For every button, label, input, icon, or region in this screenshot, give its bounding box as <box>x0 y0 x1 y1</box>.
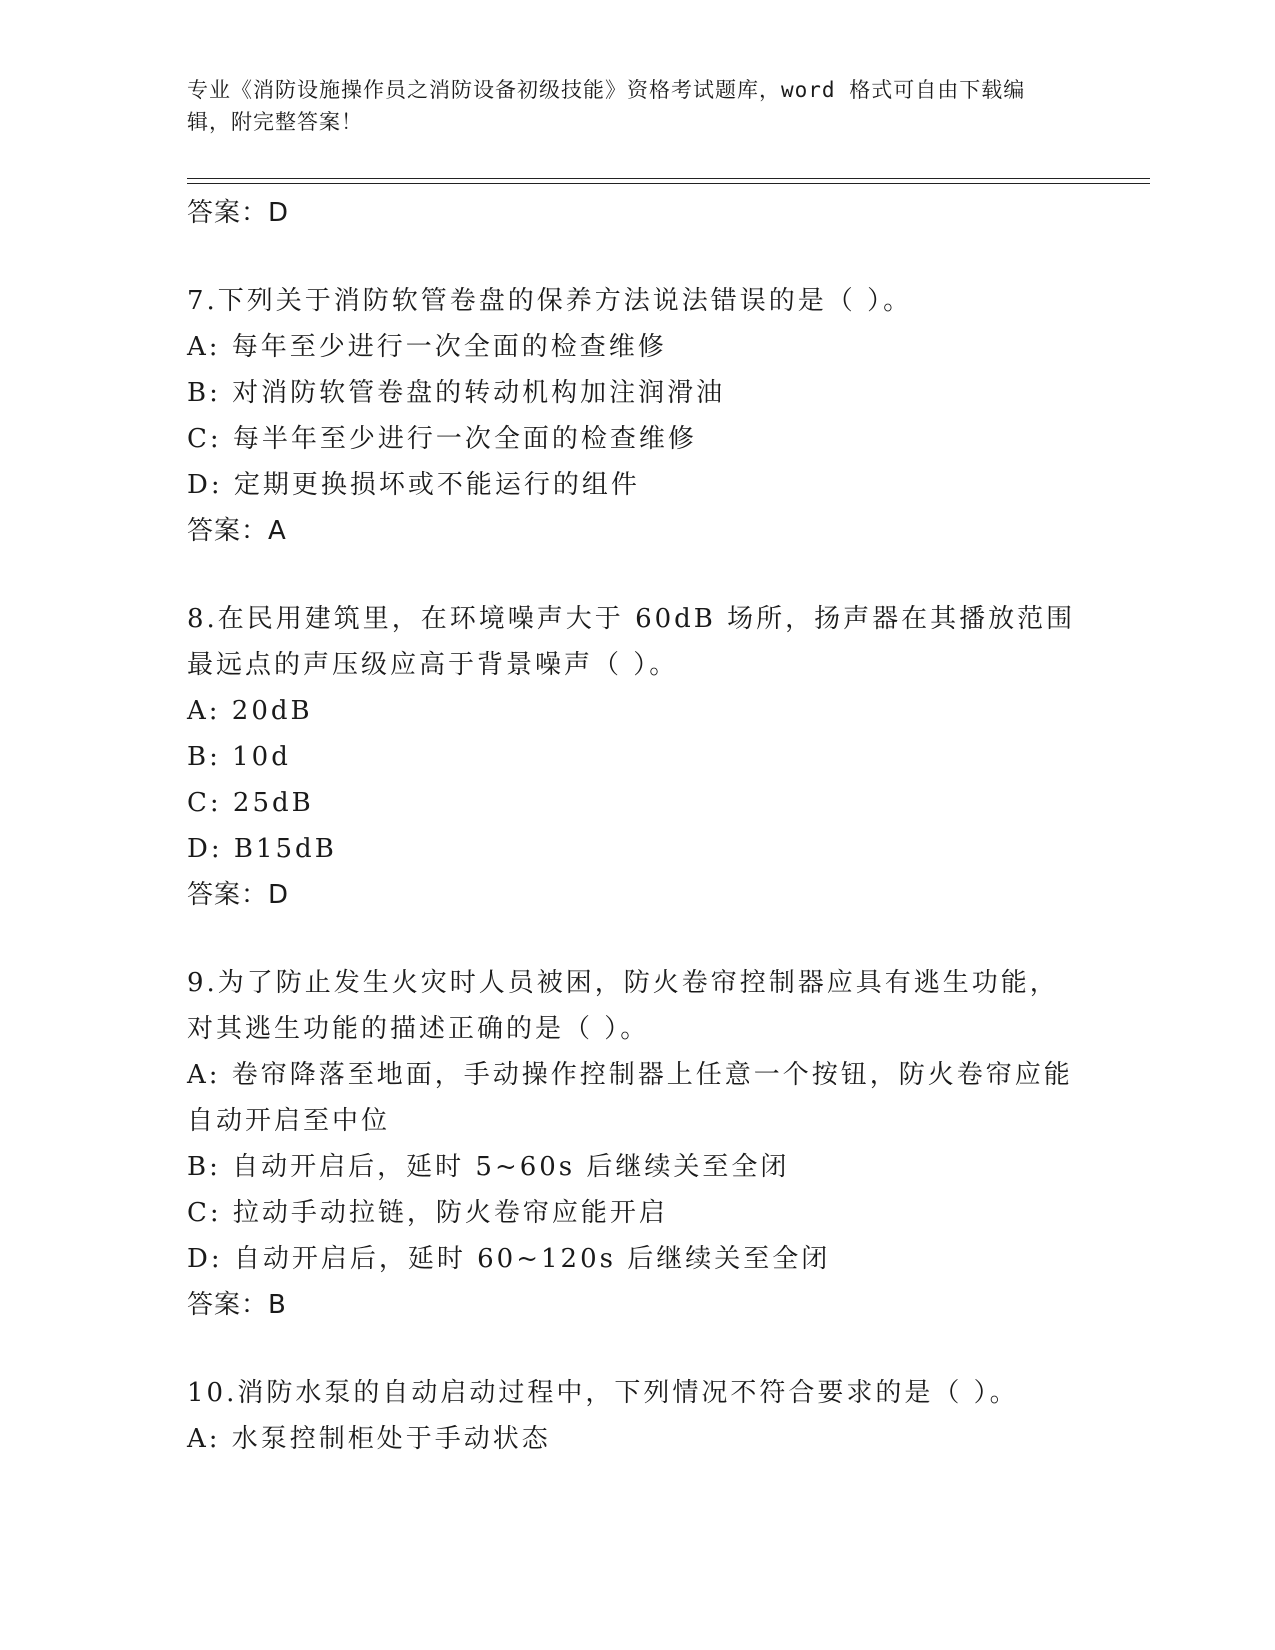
answer-line: 答案：D <box>187 880 290 910</box>
document-header: 专业《消防设施操作员之消防设备初级技能》资格考试题库，word 格式可自由下载编辑，附完整答案！ <box>187 78 1026 134</box>
question-stem: 7.下列关于消防软管卷盘的保养方法说法错误的是（ ）。 <box>187 286 913 316</box>
question-10 <box>187 1370 1087 1462</box>
question-8 <box>187 596 1087 918</box>
option-d: D: 定期更换损坏或不能运行的组件 <box>187 470 640 500</box>
option-c: C: 25dB <box>187 788 314 818</box>
header-divider-top <box>187 178 1150 179</box>
question-stem: 9.为了防止发生火灾时人员被困，防火卷帘控制器应具有逃生功能，对其逃生功能的描述正确的是（ ）。 <box>187 968 1059 1044</box>
question-stem: 10.消防水泵的自动启动过程中，下列情况不符合要求的是（ ）。 <box>187 1378 1019 1408</box>
question-9 <box>187 960 1087 1328</box>
option-b: B: 自动开启后，延时 5~60s 后继续关至全闭 <box>187 1152 790 1182</box>
option-b: B: 10d <box>187 742 291 772</box>
option-a: A: 20dB <box>187 696 313 726</box>
answer-line: 答案：B <box>187 1290 287 1320</box>
option-c: C: 拉动手动拉链，防火卷帘应能开启 <box>187 1198 668 1228</box>
option-a: A: 卷帘降落至地面，手动操作控制器上任意一个按钮，防火卷帘应能自动开启至中位 <box>187 1060 1073 1136</box>
header-divider-bottom <box>187 183 1150 184</box>
option-a: A: 水泵控制柜处于手动状态 <box>187 1424 551 1454</box>
option-c: C: 每半年至少进行一次全面的检查维修 <box>187 424 697 454</box>
option-b: B: 对消防软管卷盘的转动机构加注润滑油 <box>187 378 726 408</box>
option-d: D: 自动开启后，延时 60~120s 后继续关至全闭 <box>187 1244 831 1274</box>
answer-line: 答案：A <box>187 516 287 546</box>
option-d: D: B15dB <box>187 834 337 864</box>
answer-line: 答案：D <box>187 198 290 228</box>
question-list <box>187 190 1087 1462</box>
option-a: A: 每年至少进行一次全面的检查维修 <box>187 332 667 362</box>
question-stem: 8.在民用建筑里，在环境噪声大于 60dB 场所，扬声器在其播放范围最远点的声压级应高于背景噪声（ ）。 <box>187 604 1076 680</box>
question-7 <box>187 278 1087 554</box>
